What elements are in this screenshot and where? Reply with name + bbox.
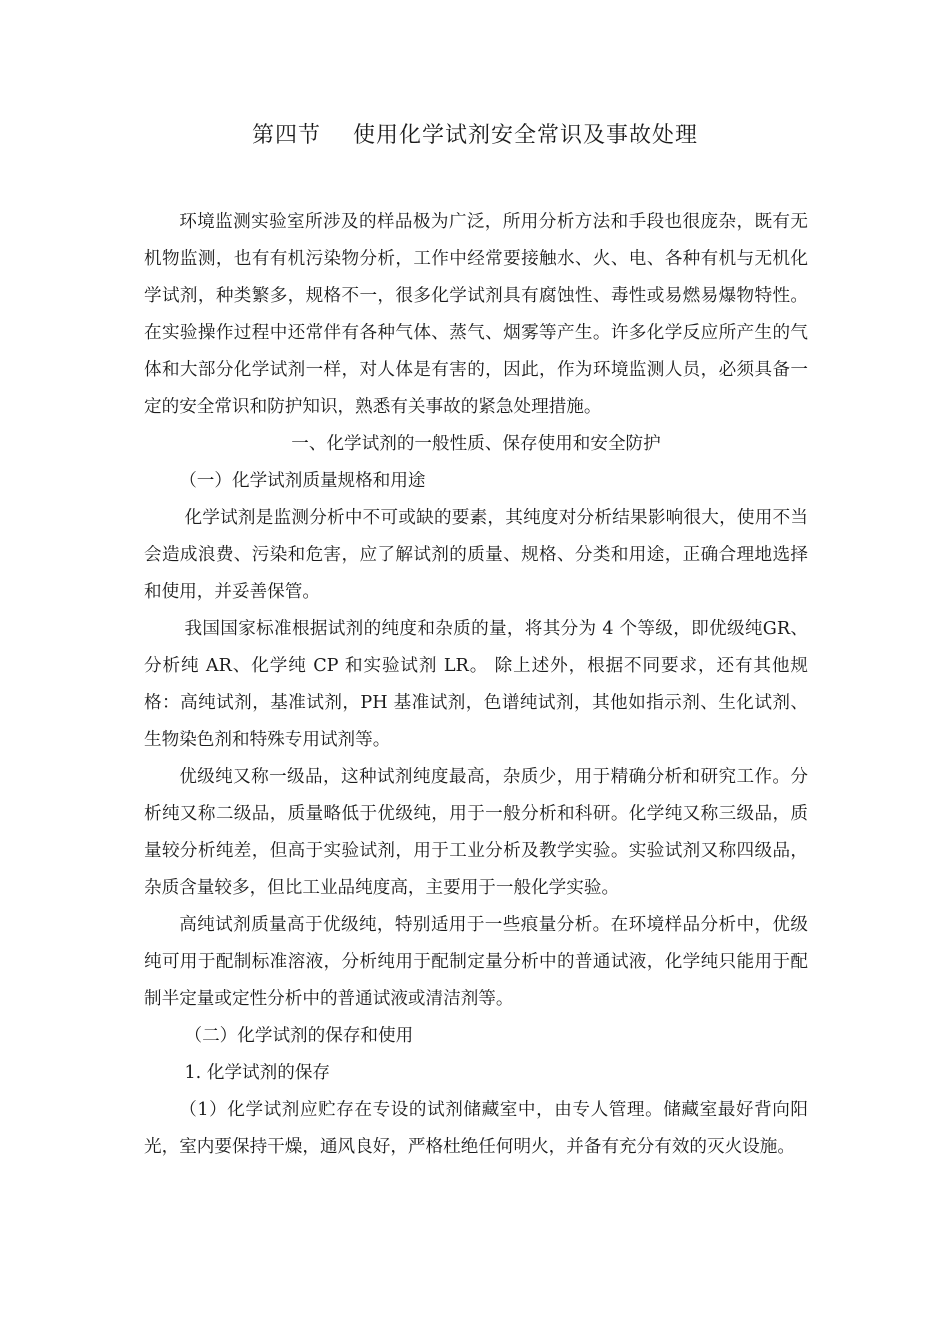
body-paragraph: 优级纯又称一级品，这种试剂纯度最高，杂质少，用于精确分析和研究工作。分析纯又称二级品，质量略低于优级纯，用于一般分析和科研。化学纯又称三级品，质量较分析纯差，但高于实验试剂，用于工业分析及教学实验。实验试剂又称四级品，杂质含量较多，但比工业品纯度高，主要用于一般化学实验。 (144, 767, 808, 898)
intro-paragraph: 环境监测实验室所涉及的样品极为广泛，所用分析方法和手段也很庞杂，既有无机物监测，也有有机污染物分析，工作中经常要接触水、火、电、各种有机与无机化学试剂，种类繁多，规格不一，很多化学试剂具有腐蚀性、毒性或易燃易爆物特性。在实验操作过程中还常伴有各种气体、蒸气、烟雾等产生。许多化学反应所产生的气体和大部分化学试剂一样，对人体是有害的，因此，作为环境监测人员，必须具备一定的安全常识和防护知识，熟悉有关事故的紧急处理措施。 (144, 212, 808, 417)
heading-level-2: （二）化学试剂的保存和使用 (184, 1026, 414, 1046)
body-paragraph: （1）化学试剂应贮存在专设的试剂储藏室中，由专人管理。储藏室最好背向阳光，室内要保持干燥，通风良好，严格杜绝任何明火，并备有充分有效的灭火设施。 (144, 1100, 808, 1157)
heading-level-3: 1. 化学试剂的保存 (184, 1063, 331, 1083)
heading-level-2: （一）化学试剂质量规格和用途 (179, 471, 426, 491)
body-paragraph: 化学试剂是监测分析中不可或缺的要素，其纯度对分析结果影响很大，使用不当会造成浪费、污染和危害，应了解试剂的质量、规格、分类和用途，正确合理地选择和使用，并妥善保管。 (144, 508, 808, 602)
section-title: 第四节 使用化学试剂安全常识及事故处理 (252, 123, 698, 148)
heading-level-1: 一、化学试剂的一般性质、保存使用和安全防护 (291, 434, 661, 454)
body-paragraph: 我国国家标准根据试剂的纯度和杂质的量，将其分为 4 个等级，即优级纯GR、分析纯 AR、化学纯 CP 和实验试剂 LR。 除上述外，根据不同要求，还有其他规格：高纯试剂，基准试剂，PH 基准试剂，色谱纯试剂，其他如指示剂、生化试剂、生物染色剂和特殊专用试剂等。 (144, 619, 808, 750)
body-paragraph: 高纯试剂质量高于优级纯，特别适用于一些痕量分析。在环境样品分析中，优级纯可用于配制标准溶液，分析纯用于配制定量分析中的普通试液，化学纯只能用于配制半定量或定性分析中的普通试液或清洁剂等。 (144, 915, 808, 1009)
document-body (144, 204, 808, 1166)
